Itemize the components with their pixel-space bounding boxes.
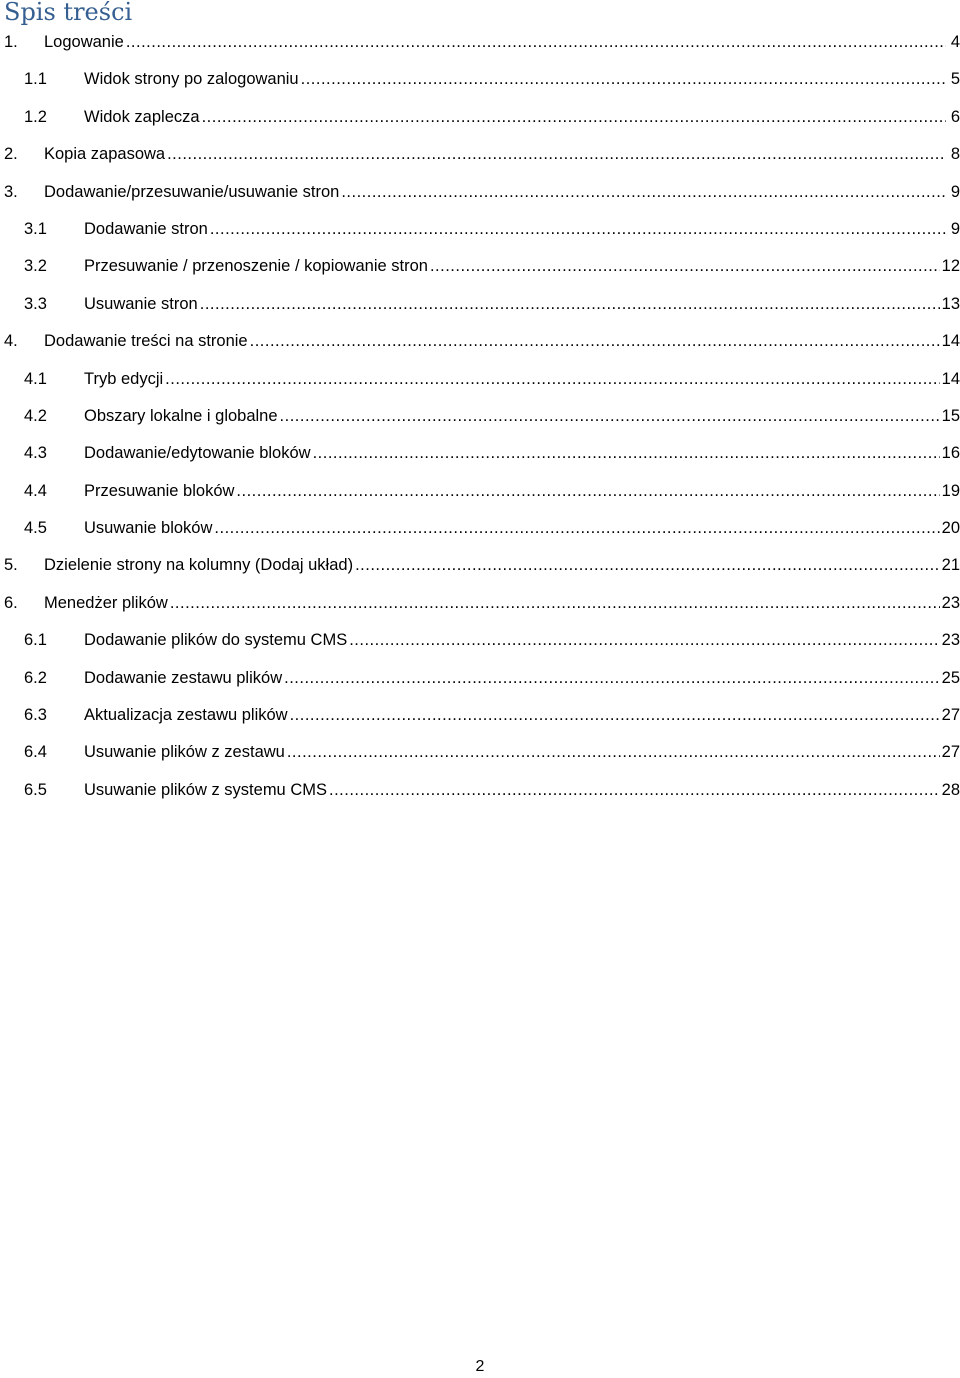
- toc-entry-link[interactable]: [0, 519, 960, 541]
- toc-entry[interactable]: [0, 211, 960, 248]
- toc-dot-leader: [167, 145, 946, 164]
- toc-entry-title: Menedżer plików: [44, 593, 168, 612]
- toc-entry-page: 23: [941, 631, 960, 650]
- toc-dot-leader: [355, 556, 940, 575]
- toc-entry-number: 6.5: [24, 780, 47, 799]
- toc-entry[interactable]: [0, 323, 960, 360]
- toc-dot-leader: [170, 594, 940, 613]
- toc-entry-page: 23: [941, 593, 960, 612]
- toc-entry-page: 14: [941, 369, 960, 388]
- toc-entry-number: 3.1: [24, 219, 47, 238]
- toc-dot-leader: [341, 183, 946, 202]
- toc-list: [0, 24, 960, 809]
- toc-entry-page: 27: [941, 706, 960, 725]
- toc-dot-leader: [200, 295, 940, 314]
- toc-entry[interactable]: [0, 99, 960, 136]
- toc-entry[interactable]: [0, 286, 960, 323]
- toc-entry[interactable]: [0, 734, 960, 771]
- toc-entry-page: 14: [941, 332, 960, 351]
- toc-entry-number: 4.3: [24, 444, 47, 463]
- toc-dot-leader: [165, 370, 939, 389]
- toc-entry-link[interactable]: [0, 407, 960, 429]
- toc-dot-leader: [287, 743, 940, 762]
- toc-entry-page: 9: [950, 219, 960, 238]
- toc-entry-title: Usuwanie bloków: [84, 519, 213, 538]
- toc-entry-page: 12: [941, 257, 960, 276]
- toc-dot-leader: [313, 444, 940, 463]
- toc-entry[interactable]: [0, 136, 960, 173]
- toc-dot-leader: [202, 108, 946, 127]
- toc-entry-link[interactable]: [0, 108, 960, 130]
- toc-entry-page: 21: [941, 556, 960, 575]
- toc-dot-leader: [290, 706, 940, 725]
- toc-entry-link[interactable]: [0, 706, 960, 728]
- toc-title: Spis treści: [4, 0, 133, 26]
- toc-entry[interactable]: [0, 510, 960, 547]
- toc-entry[interactable]: [0, 622, 960, 659]
- toc-entry-number: 3.3: [24, 294, 47, 313]
- toc-entry[interactable]: [0, 772, 960, 809]
- toc-entry[interactable]: [0, 473, 960, 510]
- toc-entry-title: Dodawanie/edytowanie bloków: [84, 444, 311, 463]
- toc-entry-page: 25: [941, 668, 960, 687]
- toc-entry-title: Dodawanie treści na stronie: [44, 332, 248, 351]
- toc-entry-page: 4: [950, 33, 960, 51]
- toc-entry-number: 4.5: [24, 519, 47, 538]
- toc-entry-link[interactable]: [0, 257, 960, 279]
- toc-entry-page: 6: [950, 107, 960, 126]
- toc-entry-title: Dodawanie/przesuwanie/usuwanie stron: [44, 182, 340, 201]
- toc-entry[interactable]: [0, 585, 960, 622]
- toc-dot-leader: [210, 220, 946, 239]
- toc-entry[interactable]: [0, 174, 960, 211]
- toc-entry-page: 5: [950, 70, 960, 89]
- toc-entry-link[interactable]: [0, 556, 960, 578]
- toc-entry-number: 6.3: [24, 706, 47, 725]
- toc-entry-page: 9: [950, 182, 960, 201]
- toc-entry-title: Widok zaplecza: [84, 107, 200, 126]
- toc-entry-number: 6.4: [24, 743, 47, 762]
- toc-entry-number: 3.: [4, 182, 18, 201]
- toc-entry-link[interactable]: [0, 594, 960, 616]
- toc-entry-number: 4.: [4, 332, 18, 351]
- toc-entry-title: Usuwanie plików z zestawu: [84, 743, 285, 762]
- toc-entry-title: Aktualizacja zestawu plików: [84, 706, 288, 725]
- toc-entry-page: 15: [941, 406, 960, 425]
- toc-entry[interactable]: [0, 660, 960, 697]
- toc-dot-leader: [301, 70, 946, 89]
- toc-entry-number: 3.2: [24, 257, 47, 276]
- toc-entry-title: Dodawanie plików do systemu CMS: [84, 631, 348, 650]
- toc-entry-link[interactable]: [0, 332, 960, 354]
- toc-entry-link[interactable]: [0, 444, 960, 466]
- toc-entry-title: Dodawanie zestawu plików: [84, 668, 283, 687]
- toc-entry-page: 28: [941, 780, 960, 799]
- toc-entry[interactable]: [0, 547, 960, 584]
- toc-entry-page: 16: [941, 444, 960, 463]
- toc-entry[interactable]: [0, 398, 960, 435]
- toc-dot-leader: [430, 257, 940, 276]
- toc-entry-title: Logowanie: [44, 33, 124, 51]
- toc-entry-link[interactable]: [0, 33, 960, 55]
- toc-entry-title: Przesuwanie bloków: [84, 481, 235, 500]
- toc-entry-page: 20: [941, 519, 960, 538]
- toc-entry-link[interactable]: [0, 70, 960, 92]
- toc-dot-leader: [349, 631, 939, 650]
- toc-entry-link[interactable]: [0, 183, 960, 205]
- toc-entry-page: 19: [941, 481, 960, 500]
- toc-entry-number: 2.: [4, 145, 18, 164]
- toc-entry-number: 1.1: [24, 70, 47, 89]
- toc-entry[interactable]: [0, 361, 960, 398]
- toc-dot-leader: [250, 332, 940, 351]
- page-number: 2: [475, 1358, 485, 1375]
- toc-entry-title: Dodawanie stron: [84, 219, 208, 238]
- toc-entry-number: 4.1: [24, 369, 47, 388]
- toc-entry-link[interactable]: [0, 220, 960, 242]
- toc-entry-link[interactable]: [0, 781, 960, 803]
- toc-entry-title: Usuwanie stron: [84, 294, 198, 313]
- toc-entry-link[interactable]: [0, 295, 960, 317]
- toc-entry-page: 13: [941, 294, 960, 313]
- toc-entry-link[interactable]: [0, 145, 960, 167]
- toc-entry[interactable]: [0, 697, 960, 734]
- toc-dot-leader: [329, 781, 940, 800]
- toc-entry-page: 27: [941, 743, 960, 762]
- toc-entry-title: Tryb edycji: [84, 369, 164, 388]
- toc-entry-number: 6.2: [24, 668, 47, 687]
- toc-dot-leader: [284, 669, 940, 688]
- toc-entry-title: Widok strony po zalogowaniu: [84, 70, 299, 89]
- toc-entry-link[interactable]: [0, 482, 960, 504]
- toc-entry[interactable]: [0, 248, 960, 285]
- toc-entry-page: 8: [950, 145, 960, 164]
- toc-entry-number: 1.: [4, 33, 18, 51]
- toc-entry-title: Obszary lokalne i globalne: [84, 406, 278, 425]
- toc-entry-link[interactable]: [0, 743, 960, 765]
- toc-entry-number: 1.2: [24, 107, 47, 126]
- toc-entry-number: 4.2: [24, 406, 47, 425]
- toc-entry-title: Dzielenie strony na kolumny (Dodaj układ): [44, 556, 354, 575]
- toc-entry-link[interactable]: [0, 370, 960, 392]
- toc-dot-leader: [214, 519, 939, 538]
- toc-entry[interactable]: [0, 61, 960, 98]
- toc-entry-number: 5.: [4, 556, 18, 575]
- toc-entry-link[interactable]: [0, 631, 960, 653]
- toc-entry-title: Usuwanie plików z systemu CMS: [84, 780, 327, 799]
- toc-entry-title: Przesuwanie / przenoszenie / kopiowanie stron: [84, 257, 428, 276]
- toc-entry[interactable]: [0, 435, 960, 472]
- toc-dot-leader: [236, 482, 939, 501]
- toc-entry[interactable]: [0, 24, 960, 61]
- toc-entry-link[interactable]: [0, 669, 960, 691]
- toc-entry-number: 4.4: [24, 481, 47, 500]
- toc-entry-number: 6.: [4, 593, 18, 612]
- toc-dot-leader: [280, 407, 940, 426]
- toc-entry-number: 6.1: [24, 631, 47, 650]
- toc-entry-title: Kopia zapasowa: [44, 145, 166, 164]
- toc-dot-leader: [126, 33, 946, 52]
